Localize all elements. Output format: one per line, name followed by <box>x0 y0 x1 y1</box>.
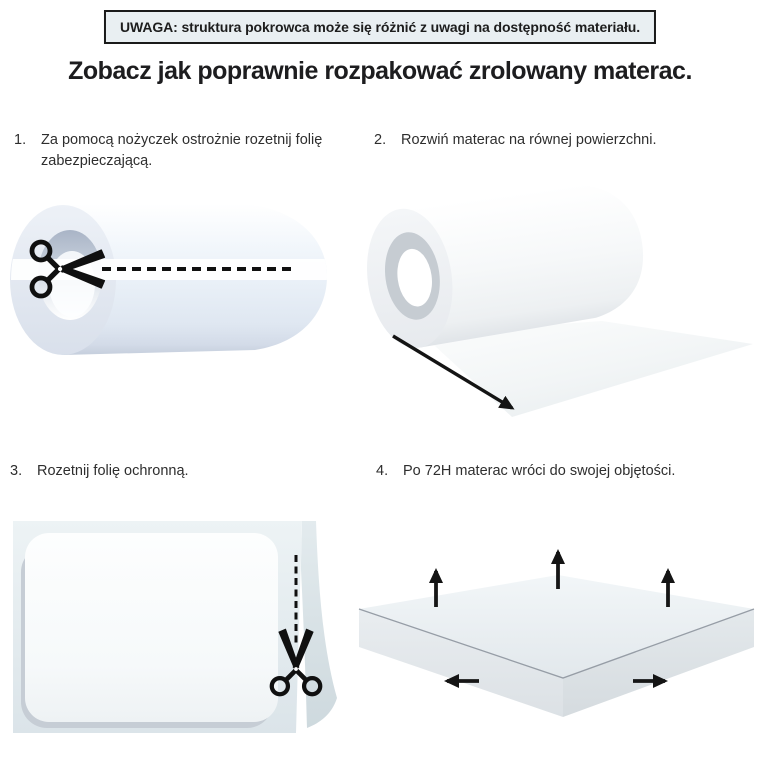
step-3-label <box>10 461 340 482</box>
step-4-illustration-expanding-mattress <box>358 518 758 760</box>
step-4-number: 4. <box>376 463 389 479</box>
step-4-text: Po 72H materac wróci do swojej objętości. <box>403 463 676 479</box>
step-4-label <box>376 461 758 482</box>
step-1-number: 1. <box>14 132 27 148</box>
step-1-label <box>14 130 336 172</box>
step-2-number: 2. <box>374 132 387 148</box>
page-title: Zobacz jak poprawnie rozpakować zrolowany materac. <box>68 57 692 85</box>
step-1-illustration-rolled-mattress <box>5 192 335 362</box>
step-3-illustration-cutting-foil <box>8 510 338 753</box>
step-2-text: Rozwiń materac na równej powierzchni. <box>401 132 657 148</box>
step-1-text: Za pomocą nożyczek ostrożnie rozetnij folię zabezpieczającą. <box>41 132 323 169</box>
flat-mattress <box>25 533 278 722</box>
step-2-label <box>374 130 758 151</box>
step-3-text: Rozetnij folię ochronną. <box>37 463 189 479</box>
notice-text: UWAGA: struktura pokrowca może się różnić z uwagi na dostępność materiału. <box>119 19 641 35</box>
step-2-illustration-unrolling-mattress <box>362 166 758 422</box>
foil-cut-strip <box>301 521 337 728</box>
notice-banner <box>104 10 656 44</box>
step-3-number: 3. <box>10 463 23 479</box>
